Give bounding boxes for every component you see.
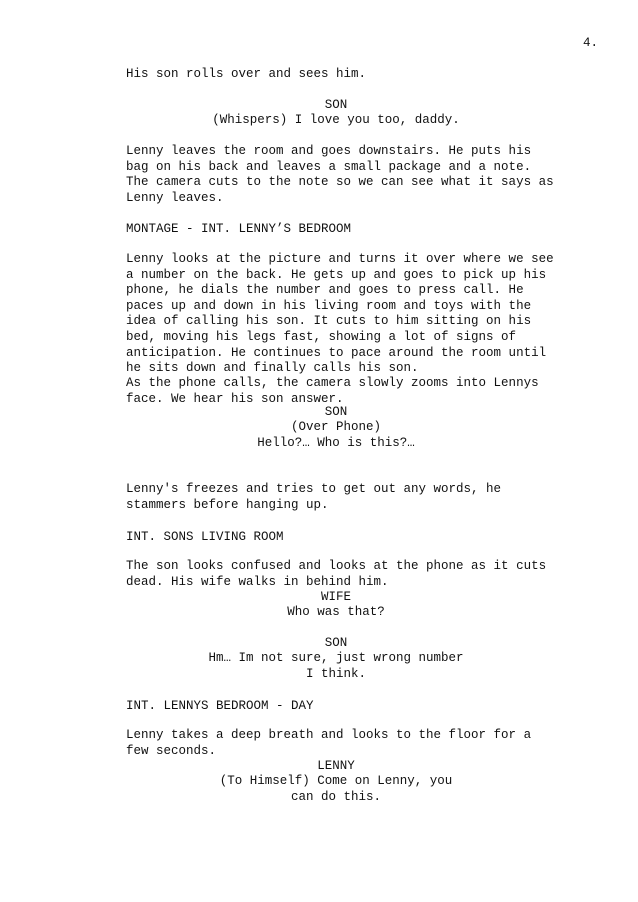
dialogue-3-character: WIFE: [320, 590, 351, 604]
dialogue-1-line: (Whispers) I love you too, daddy.: [212, 113, 460, 127]
scene-heading-1: MONTAGE - INT. LENNY’S BEDROOM: [126, 222, 352, 236]
page-number: 4.: [582, 36, 598, 50]
action-4: As the phone calls, the camera slowly zooms into Lennys face. We hear his son answer.: [126, 376, 539, 406]
action-5: Lenny's freezes and tries to get out any words, he stammers before hanging up.: [126, 482, 502, 512]
dialogue-3-line: Who was that?: [287, 605, 385, 619]
action-7: Lenny takes a deep breath and looks to the floor for a few seconds.: [126, 728, 532, 758]
action-3: Lenny looks at the picture and turns it over where we see a number on the back. He gets up and goes to pick up his phone, he dials the number and goes to press call. He paces up and down in his living room and toys with the idea of calling his son. It cuts to him sitting on his bed, moving his legs fast, showing a lot of signs of anticipation. He continues to pace around the room until he sits down and finally calls his son.: [126, 252, 554, 376]
action-1: His son rolls over and sees him.: [126, 67, 367, 81]
dialogue-2-character: SON: [324, 405, 348, 419]
dialogue-5-line: (To Himself) Come on Lenny, you can do this.: [219, 774, 453, 804]
dialogue-4-line: Hm… Im not sure, just wrong number I think.: [208, 651, 464, 681]
dialogue-4-character: SON: [324, 636, 348, 650]
dialogue-2-line: Hello?… Who is this?…: [257, 436, 415, 450]
scene-heading-2: INT. SONS LIVING ROOM: [126, 530, 284, 544]
scene-heading-3: INT. LENNYS BEDROOM - DAY: [126, 699, 314, 713]
dialogue-5-character: LENNY: [317, 759, 355, 773]
dialogue-1-character: SON: [324, 98, 348, 112]
dialogue-2-parenthetical: (Over Phone): [290, 420, 381, 434]
action-2: Lenny leaves the room and goes downstairs. He puts his bag on his back and leaves a small package and a note. The camera cuts to the note so we can see what it says as Lenny leaves.: [126, 144, 554, 205]
action-6: The son looks confused and looks at the phone as it cuts dead. His wife walks in behind him.: [126, 559, 547, 589]
